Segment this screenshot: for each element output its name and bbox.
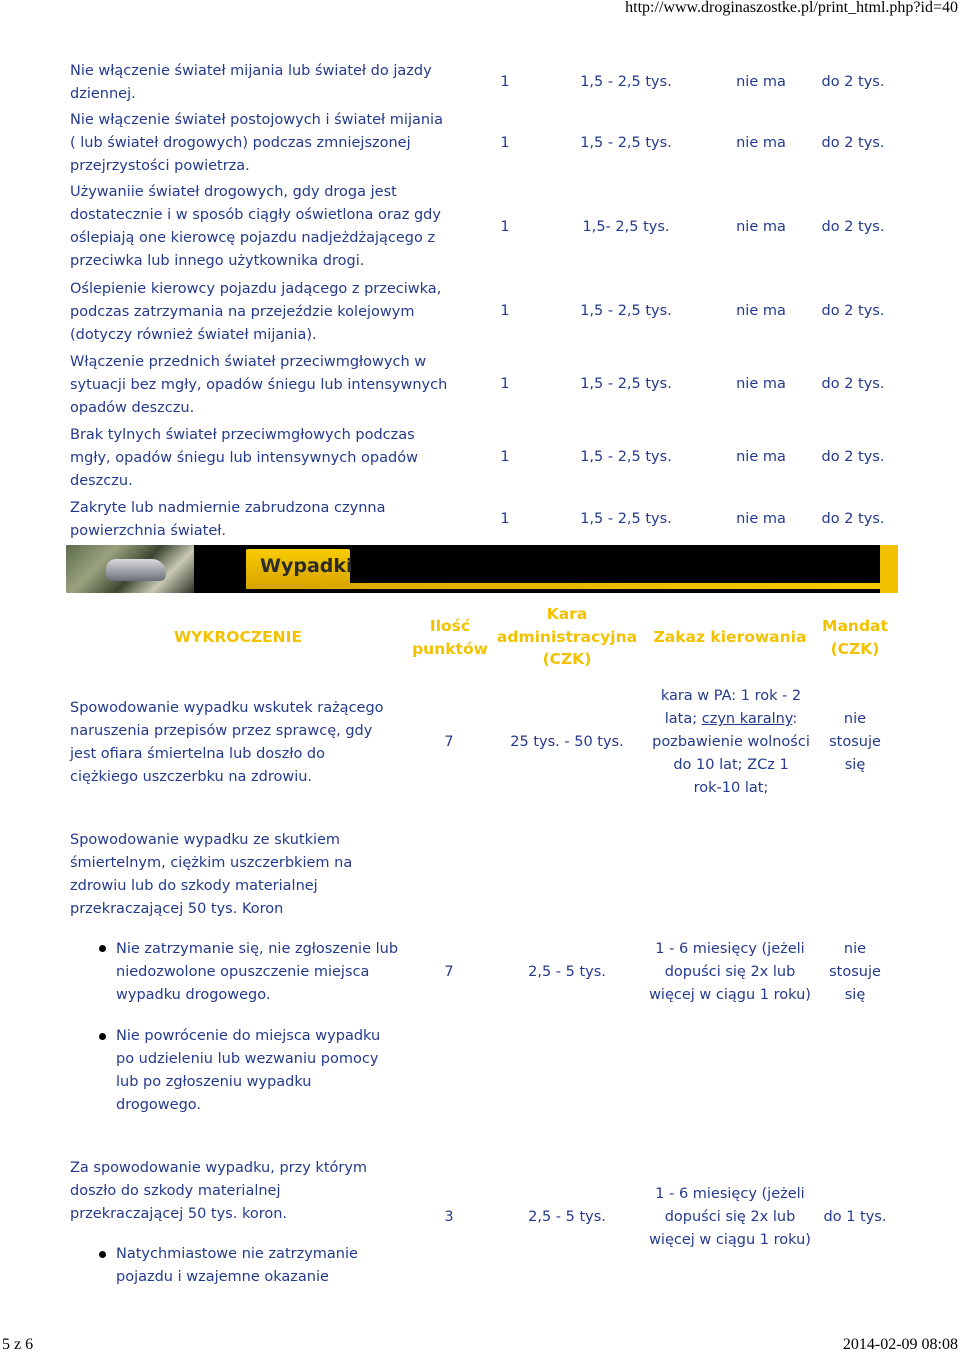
mandate-value: do 2 tys. [821,135,885,151]
text-line [640,708,822,731]
mandate-value [815,938,895,1007]
fine-value: 25 tys. - 50 tys. [510,734,624,750]
text-line: Za spowodowanie wypadku, przy którym [70,1160,368,1176]
section-banner-accidents [66,545,898,593]
text-fragment: : [792,711,798,727]
points-value: 3 [444,1209,454,1225]
offense-text [70,829,410,921]
offense-text [70,109,490,178]
points-value: 1 [500,303,510,319]
text-line: dopuści się 2x lub [664,1209,796,1225]
bullet-icon [99,1251,106,1258]
text-line: naruszenia przepisów przez sprawcę, gdy [70,723,373,739]
text-line: nie [843,941,867,957]
text-line: pojazdu i wzajemne okazanie [116,1269,329,1285]
text-line: stosuje [829,964,881,980]
text-line: Oślepienie kierowcy pojazdu jadącego z przeciwka, [70,281,442,297]
text-fragment: lata; [664,711,702,727]
mandate-value: do 1 tys. [823,1209,887,1225]
mandate-value: do 2 tys. [821,449,885,465]
text-line: rok-10 lat; [693,780,769,796]
text-line: podczas zatrzymania na przejeździe kolejowym [70,304,415,320]
text-line: Nie zatrzymanie się, nie zgłoszenie lub [116,941,399,957]
banner-label: Wypadki [260,555,353,577]
text-line: doszło do szkody materialnej [70,1183,281,1199]
text-line: deszczu. [70,473,133,489]
text-line: (dotyczy również świateł mijania). [70,327,317,343]
fine-value: 2,5 - 5 tys. [528,1209,606,1225]
text-line: Brak tylnych świateł przeciwmgłowych podczas [70,427,415,443]
points-value: 1 [500,449,510,465]
text-line: Spowodowanie wypadku wskutek rażącego [70,700,384,716]
header-points [400,615,500,660]
points-value: 7 [444,964,454,980]
ban-value: nie ma [736,74,786,90]
header-line: (CZK) [830,639,880,658]
ban-value [640,685,822,800]
text-line: Natychmiastowe nie zatrzymanie [116,1246,358,1262]
page-number: 5 z 6 [2,1336,34,1353]
text-line: zdrowiu lub do szkody materialnej [70,878,318,894]
text-line: Spowodowanie wypadku ze skutkiem [70,832,341,848]
text-line: więcej w ciągu 1 roku) [649,987,811,1003]
text-line: śmiertelnym, ciężkim uszczerbkiem na [70,855,353,871]
text-line: ( lub świateł drogowych) podczas zmniejszonej [70,135,411,151]
text-line: Włączenie przednich świateł przeciwmgłowych w [70,354,427,370]
ban-value: nie ma [736,219,786,235]
accident-photo [66,545,194,593]
header-ban: Zakaz kierowania [653,628,807,646]
fine-value: 2,5 - 5 tys. [528,964,606,980]
offense-text [70,351,490,420]
offense-text [70,497,490,543]
header-offense: WYKROCZENIE [174,628,302,646]
header-line: Ilość [429,617,471,635]
text-line: wypadku drogowego. [116,987,271,1003]
ban-value [635,938,825,1007]
print-timestamp: 2014-02-09 08:08 [842,1336,958,1353]
ban-value: nie ma [736,376,786,392]
mandate-value: do 2 tys. [821,511,885,527]
text-line: opadów deszczu. [70,400,195,416]
text-line: Używaniie świateł drogowych, gdy droga jest [70,184,397,200]
fine-value: 1,5 - 2,5 tys. [580,74,672,90]
page-url: http://www.droginaszostke.pl/print_html.php?id=40 [625,0,958,16]
fine-value: 1,5 - 2,5 tys. [580,376,672,392]
text-line: oślepiają one kierowcę pojazdu nadjeżdżającego z [70,230,436,246]
bullet-icon [99,1033,106,1040]
text-line: 1 - 6 miesięcy (jeżeli [655,941,805,957]
points-value: 1 [500,376,510,392]
text-line: przekraczającej 50 tys. Koron [70,901,284,917]
text-line: powierzchnia świateł. [70,523,226,539]
points-value: 7 [444,734,454,750]
header-line: Kara [546,605,588,623]
offense-text [70,181,490,273]
text-line: przejrzystości powietrza. [70,158,250,174]
ban-value: nie ma [736,303,786,319]
header-line: punktów [412,639,488,658]
text-line: dostatecznie i w sposób ciągły oświetlona oraz gdy [70,207,441,223]
header-line: Mandat [822,617,888,635]
text-line: Zakryte lub nadmiernie zabrudzona czynna [70,500,386,516]
text-line: Nie włączenie świateł postojowych i świateł mijania [70,112,443,128]
text-line: Nie powrócenie do miejsca wypadku [116,1028,381,1044]
text-line: do 10 lat; ZCz 1 [673,757,789,773]
text-line: po udzieleniu lub wezwaniu pomocy [116,1051,379,1067]
ban-value [635,1183,825,1252]
text-line: pozbawienie wolności [652,734,810,750]
ban-value: nie ma [736,511,786,527]
fine-value: 1,5 - 2,5 tys. [580,303,672,319]
offense-text [116,1243,426,1289]
offense-text [70,60,490,106]
text-line: dziennej. [70,86,136,102]
text-line: nie [843,711,867,727]
offense-text [116,938,426,1007]
offense-text [70,278,490,347]
text-line: drogowego. [116,1097,202,1113]
points-value: 1 [500,135,510,151]
points-value: 1 [500,511,510,527]
offense-text [70,697,410,789]
mandate-value: do 2 tys. [821,303,885,319]
fine-value: 1,5 - 2,5 tys. [580,511,672,527]
text-line: sytuacji bez mgły, opadów śniegu lub intensywnych [70,377,448,393]
text-line: niedozwolone opuszczenie miejsca [116,964,370,980]
mandate-value: do 2 tys. [821,219,885,235]
offense-text [70,424,490,493]
text-line: ciężkiego uszczerbku na zdrowiu. [70,769,313,785]
text-line: stosuje [829,734,881,750]
mandate-value: do 2 tys. [821,376,885,392]
ban-value: nie ma [736,449,786,465]
mandate-value: do 2 tys. [821,74,885,90]
text-line: więcej w ciągu 1 roku) [649,1232,811,1248]
points-value: 1 [500,74,510,90]
points-value: 1 [500,219,510,235]
criminal-act-link[interactable]: czyn karalny [701,711,793,727]
fine-value: 1,5- 2,5 tys. [582,219,670,235]
header-line: (CZK) [542,650,592,668]
text-line: przeciwka lub innego użytkownika drogi. [70,253,365,269]
text-line: dopuści się 2x lub [664,964,796,980]
text-line: Nie włączenie świateł mijania lub świateł do jazdy [70,63,432,79]
header-line: administracyjna [496,627,638,646]
bullet-icon [99,945,106,952]
text-line: się [844,757,866,773]
text-line: przekraczającej 50 tys. koron. [70,1206,288,1222]
text-line: się [844,987,866,1003]
offense-text [70,1157,410,1226]
ban-value: nie ma [736,135,786,151]
text-line: lub po zgłoszeniu wypadku [116,1074,312,1090]
header-mandate [812,615,898,660]
fine-value: 1,5 - 2,5 tys. [580,449,672,465]
text-line: 1 - 6 miesięcy (jeżeli [655,1186,805,1202]
header-fine [490,603,644,671]
text-line: kara w PA: 1 rok - 2 [660,688,802,704]
fine-value: 1,5 - 2,5 tys. [580,135,672,151]
text-line: mgły, opadów śniegu lub intensywnych opadów [70,450,418,466]
text-line: jest ofiara śmiertelna lub doszło do [70,746,326,762]
mandate-value [815,708,895,777]
offense-text [116,1025,426,1117]
